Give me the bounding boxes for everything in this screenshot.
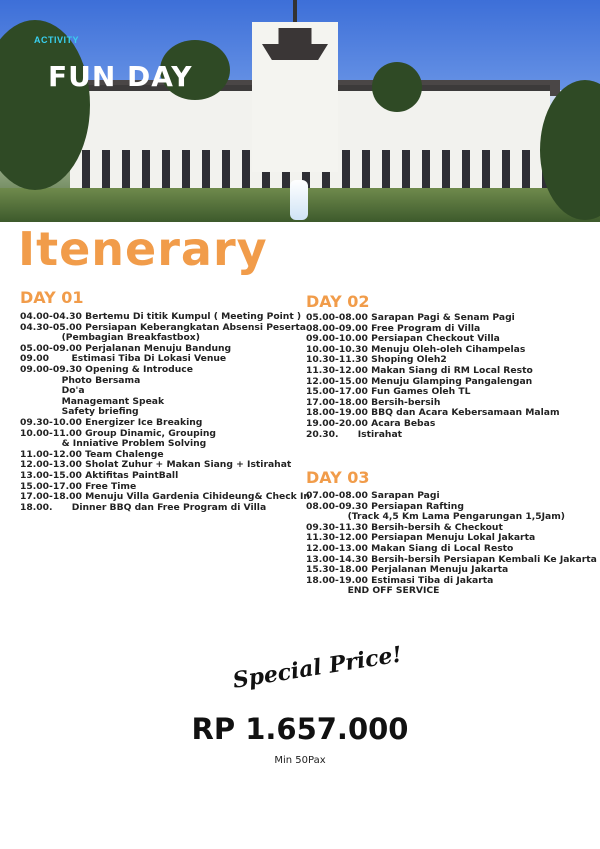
schedule-line: 10.00-11.00 Group Dinamic, Grouping [20,427,216,439]
schedule-line: 13.00-15.00 Aktifitas PaintBall [20,469,179,481]
schedule-line: 04.00-04.30 Bertemu Di titik Kumpul ( Meeting Point ) [20,311,302,322]
schedule-line: 12.00-13.00 Makan Siang di Local Resto [306,542,514,554]
schedule-line: 09.00-09.30 Opening & Introduce [20,363,193,375]
schedule-line: 10.30-11.30 Shoping Oleh2 [306,354,447,366]
schedule-line: 15.00-17.00 Free Time [20,480,137,492]
schedule-line: 05.00-08.00 Sarapan Pagi & Senam Pagi [306,312,515,323]
day-01-heading: DAY 01 [20,288,84,307]
price: RP 1.657.000 [191,712,409,746]
schedule-line: 15.30-18.00 Perjalanan Menuju Jakarta [306,564,509,576]
schedule-line: 11.30-12.00 Makan Siang di RM Local Resto [306,364,533,376]
day-02-schedule [306,313,560,440]
schedule-line: 17.00-18.00 Menuju Villa Gardenia Cihideung& Check In [20,491,310,503]
fountain [290,180,308,220]
schedule-line: (Track 4,5 Km Lama Pengarungan 1,5Jam) [306,511,565,523]
special-price-label: Special Price! [230,641,404,694]
schedule-line: 13.00-14.30 Bersih-bersih Persiapan Kembali Ke Jakarta [306,553,597,565]
schedule-line: 09.00-10.00 Persiapan Checkout Villa [306,333,500,345]
schedule-line: & Inniative Problem Solving [20,438,207,450]
itinerary-title: Itenerary [18,222,268,276]
schedule-line: 11.00-12.00 Team Chalenge [20,448,164,460]
tower-spire [293,0,297,22]
day-01-schedule [20,312,310,513]
schedule-line: 08.00-09.00 Free Program di Villa [306,322,481,334]
schedule-line: 18.00-19.00 BBQ dan Acara Kebersamaan Malam [306,407,560,419]
day-03-schedule [306,491,597,597]
schedule-line: Managemant Speak [20,395,165,407]
schedule-line: 20.30. Istirahat [306,428,403,440]
fun-day-headline: FUN DAY [48,60,193,93]
palm-tree-center-right [372,62,422,112]
schedule-line: 11.30-12.00 Persiapan Menuju Lokal Jakarta [306,532,536,544]
schedule-line: Do'a [20,385,85,397]
day-03-heading: DAY 03 [306,468,370,487]
schedule-line: 18.00-19.00 Estimasi Tiba di Jakarta [306,574,494,586]
schedule-line: 09.30-10.00 Energizer Ice Breaking [20,416,203,428]
schedule-line: 09.00 Estimasi Tiba Di Lokasi Venue [20,353,227,365]
schedule-line: END OFF SERVICE [306,585,440,597]
activity-tag: ACTIVITY [34,35,80,45]
schedule-line: 10.00-10.30 Menuju Oleh-oleh Cihampelas [306,343,526,355]
schedule-line: 12.00-13.00 Sholat Zuhur + Makan Siang + Istirahat [20,459,292,471]
schedule-line: 18.00. Dinner BBQ dan Free Program di Villa [20,501,267,513]
minimum-pax-note: Min 50Pax [274,755,326,766]
schedule-line: 15.00-17.00 Fun Games Oleh TL [306,386,471,398]
schedule-line: 07.00-08.00 Sarapan Pagi [306,490,440,501]
schedule-line: 08.00-09.30 Persiapan Rafting [306,500,464,512]
schedule-line: 05.00-09.00 Perjalanan Menuju Bandung [20,342,232,354]
schedule-line: Safety briefing [20,406,139,418]
schedule-line: 17.00-18.00 Bersih-bersih [306,396,441,408]
schedule-line: 04.30-05.00 Persiapan Keberangkatan Absensi Peserta [20,321,306,333]
schedule-line: 19.00-20.00 Acara Bebas [306,417,436,429]
hero-image [0,0,600,222]
day-02-heading: DAY 02 [306,292,370,311]
schedule-line: 09.30-11.30 Bersih-bersih & Checkout [306,521,503,533]
schedule-line: (Pembagian Breakfastbox) [20,332,200,344]
schedule-line: Photo Bersama [20,374,141,386]
schedule-line: 12.00-15.00 Menuju Glamping Pangalengan [306,375,533,387]
